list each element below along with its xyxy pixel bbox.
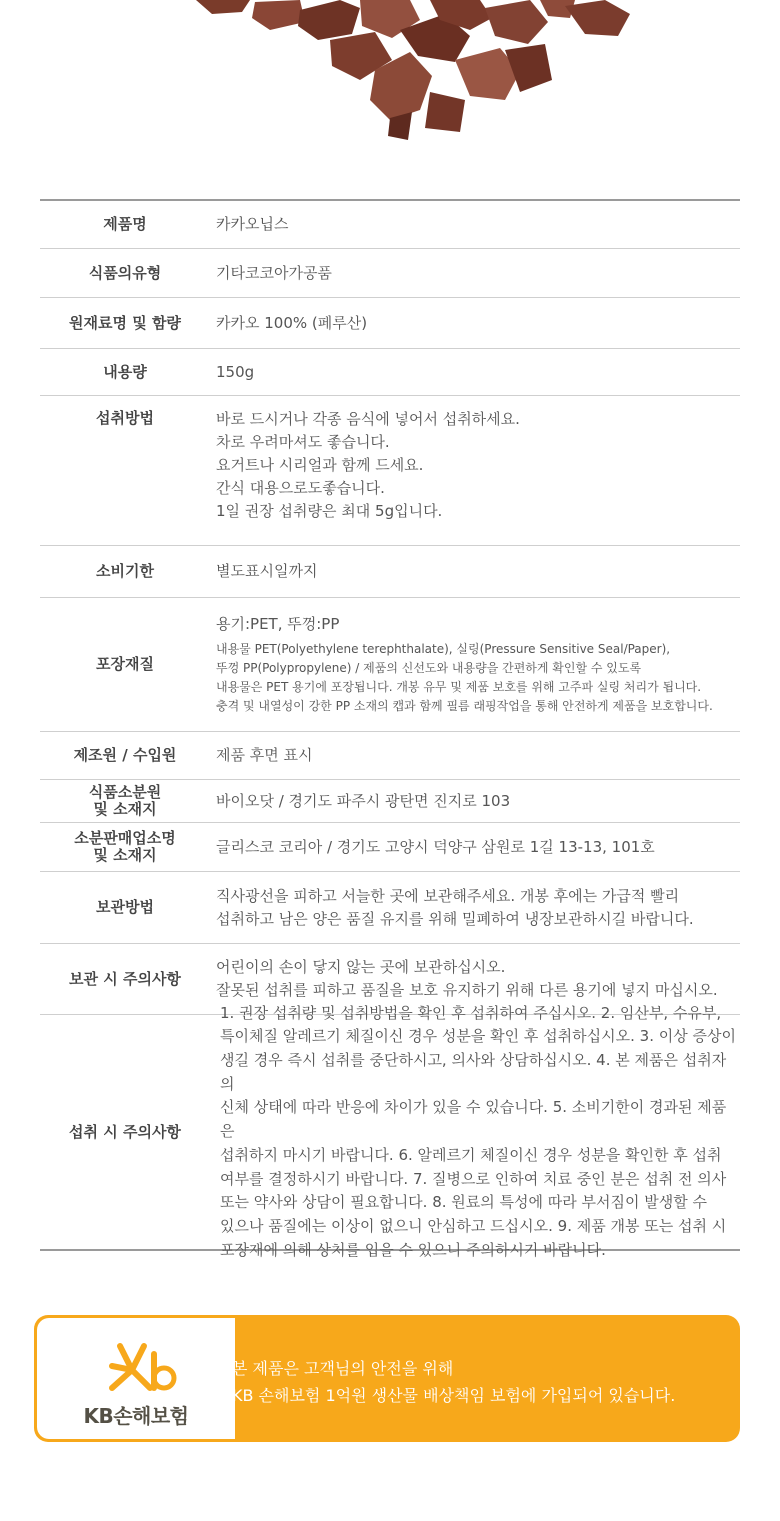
spec-value [210, 872, 740, 943]
insurance-notice [232, 1355, 675, 1409]
spec-label: 제품명 [103, 215, 147, 233]
spec-value-text: 카카오닙스 [216, 215, 289, 233]
insurance-banner [34, 1315, 740, 1442]
spec-label: 보관방법 [96, 898, 154, 916]
kb-logo [37, 1318, 235, 1439]
spec-label: 포장재질 [96, 655, 154, 673]
spec-label: 섭취방법 [96, 409, 154, 427]
kb-brand-name: KB손해보험 [83, 1404, 189, 1428]
spec-label: 식품의유형 [88, 263, 162, 282]
spec-value-line: 포장재에 의해 상처를 입을 수 있으니 주의하시기 바랍니다. [220, 1240, 606, 1259]
spec-value [210, 249, 740, 297]
spec-value-line: 섭취하고 남은 양은 품질 유지를 위해 밀폐하여 냉장보관하시길 바랍니다. [216, 909, 694, 928]
spec-value-line: 간식 대용으로도좋습니다. [216, 479, 385, 497]
spec-row [40, 298, 740, 349]
spec-label: 보관 시 주의사항 [69, 969, 181, 988]
spec-value-line: 1. 권장 섭취량 및 섭취방법을 확인 후 섭취하여 주십시오. 2. 임산부, 수유부, [220, 1003, 722, 1022]
spec-value-line: 또는 약사와 상담이 필요합니다. 8. 원료의 특성에 따라 부서짐이 발생할 수 [220, 1193, 707, 1212]
spec-label-line: 식품소분원 [88, 783, 162, 801]
spec-value-note: 내용물은 PET 용기에 포장됩니다. 개봉 유무 및 제품 보호를 위해 고주파 실링 처리가 됩니다. [216, 680, 702, 694]
spec-value-note: 내용물 PET(Polyethylene terephthalate), 실링(Pressure Sensitive Seal/Paper), [216, 642, 671, 656]
spec-value-line: 있으나 품질에는 이상이 없으니 안심하고 드십시오. 9. 제품 개봉 또는 섭취 시 [220, 1216, 727, 1235]
spec-value-text: 바이오닷 / 경기도 파주시 광탄면 진지로 103 [216, 791, 511, 810]
spec-value [210, 546, 740, 597]
spec-value-text: 카카오 100% (페루산) [216, 313, 368, 332]
spec-value-note: 충격 및 내열성이 강한 PP 소재의 캡과 함께 필름 래핑작업을 통해 안전하게 제품을 보호합니다. [216, 699, 713, 713]
product-info-table [40, 199, 740, 1259]
spec-value-line: 요거트나 시리얼과 함께 드세요. [216, 456, 424, 474]
spec-value-text: 기타코코아가공품 [216, 263, 332, 282]
spec-value-line: 어린이의 손이 닿지 않는 곳에 보관하십시오. [216, 958, 506, 976]
spec-row [40, 546, 740, 598]
cacao-nibs-image [0, 0, 780, 160]
spec-label: 내용량 [103, 362, 147, 381]
spec-label: 원재료명 및 함량 [69, 313, 181, 332]
spec-value [210, 396, 740, 545]
spec-label [40, 823, 210, 871]
spec-value-line: 바로 드시거나 각종 음식에 넣어서 섭취하세요. [216, 410, 520, 428]
spec-value-text: 150g [216, 362, 255, 381]
insurance-line-1: 본 제품은 고객님의 안전을 위해 [232, 1359, 454, 1378]
spec-row [40, 823, 740, 872]
spec-row [40, 872, 740, 944]
spec-value [210, 598, 740, 731]
spec-value-line: 생길 경우 즉시 섭취를 중단하시고, 의사와 상담하십시오. 4. 본 제품은 섭취자의 [220, 1051, 727, 1093]
spec-value-line: 여부를 결정하시기 바랍니다. 7. 질병으로 인하여 치료 중인 분은 섭취 전 의사 [220, 1169, 727, 1188]
spec-value-line: 섭취하지 마시기 바랍니다. 6. 알레르기 체질이신 경우 성분을 확인한 후 섭취 [220, 1145, 722, 1164]
spec-value-line: 차로 우려마셔도 좋습니다. [216, 433, 390, 451]
spec-value [210, 349, 740, 395]
spec-value [210, 823, 740, 871]
spec-value-line: 직사광선을 피하고 서늘한 곳에 보관해주세요. 개봉 후에는 가급적 빨리 [216, 886, 680, 905]
spec-value [210, 1003, 740, 1259]
spec-value-text: 제품 후면 표시 [216, 746, 313, 764]
spec-value-line: 신체 상태에 따라 반응에 차이가 있을 수 있습니다. 5. 소비기한이 경과된 제품은 [220, 1098, 727, 1141]
spec-value [210, 201, 740, 248]
spec-row [40, 349, 740, 396]
spec-value-line: 특이체질 알레르기 체질이신 경우 성분을 확인 후 섭취하십시오. 3. 이상 증상이 [220, 1027, 736, 1046]
spec-row [40, 249, 740, 298]
spec-row [40, 396, 740, 546]
spec-label [40, 780, 210, 822]
spec-row [40, 598, 740, 732]
spec-value-text: 용기:PET, 뚜껑:PP [216, 615, 340, 633]
spec-value-text: 글리스코 코리아 / 경기도 고양시 덕양구 삼원로 1길 13-13, 101호 [216, 837, 655, 856]
spec-row [40, 780, 740, 823]
spec-value [210, 732, 740, 779]
spec-label-line: 소분판매업소명 [74, 829, 176, 847]
spec-value-text: 별도표시일까지 [216, 562, 318, 580]
spec-value-line: 잘못된 섭취를 피하고 품질을 보호 유지하기 위해 다른 용기에 넣지 마십시오. [216, 981, 718, 999]
spec-label: 제조원 / 수입원 [73, 746, 177, 764]
spec-value [210, 780, 740, 822]
spec-value-note: 뚜껑 PP(Polypropylene) / 제품의 신선도와 내용량을 간편하게 확인할 수 있도록 [216, 661, 642, 675]
kb-star-icon [82, 1340, 192, 1400]
spec-value [210, 298, 740, 348]
spec-row [40, 201, 740, 249]
spec-label: 섭취 시 주의사항 [69, 1122, 181, 1141]
spec-row [40, 1003, 740, 1259]
spec-label-line: 및 소재지 [93, 846, 157, 864]
spec-label-line: 및 소재지 [93, 800, 157, 818]
spec-row [40, 732, 740, 780]
spec-label: 소비기한 [96, 562, 154, 580]
insurance-line-2: KB 손해보험 1억원 생산물 배상책임 보험에 가입되어 있습니다. [232, 1386, 676, 1405]
spec-value-line: 1일 권장 섭취량은 최대 5g입니다. [216, 502, 443, 520]
